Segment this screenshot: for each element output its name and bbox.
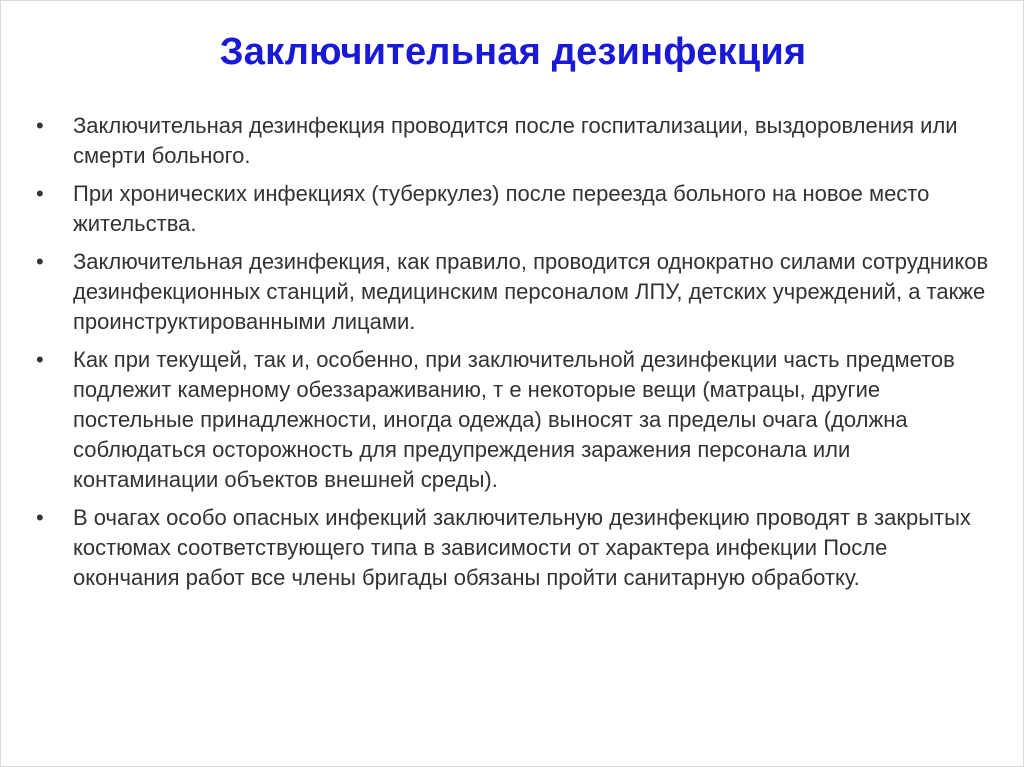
bullet-list <box>36 111 996 601</box>
bullet-text: При хронических инфекциях (туберкулез) после переезда больного на новое место жительства. <box>73 181 930 236</box>
bullet-marker: • <box>36 249 44 274</box>
bullet-item <box>36 247 996 337</box>
slide-title: Заключительная дезинфекция <box>219 31 807 73</box>
bullet-marker: • <box>36 113 44 138</box>
bullet-text: Заключительная дезинфекция проводится после госпитализации, выздоровления или смерти больного. <box>73 113 958 168</box>
bullet-item <box>36 503 996 593</box>
bullet-item <box>36 111 996 171</box>
bullet-text: В очагах особо опасных инфекций заключительную дезинфекцию проводят в закрытых костюмах соответствующего типа в зависимости от характера инфекции После окончания работ все члены бригады обязаны пройти санитарную обработку. <box>73 505 971 590</box>
bullet-text: Как при текущей, так и, особенно, при заключительной дезинфекции часть предметов подлежит камерному обеззараживанию, т е некоторые вещи (матрацы, другие постельные принадлежности, иногда одежда) выносят за пределы очага (должна соблюдаться осторожность для предупреждения заражения персонала или контаминации объектов внешней среды). <box>73 347 955 492</box>
bullet-marker: • <box>36 347 44 372</box>
bullet-text: Заключительная дезинфекция, как правило, проводится однократно силами сотрудников дезинфекционных станций, медицинским персоналом ЛПУ, детских учреждений, а также проинструктированными лицами. <box>73 249 989 334</box>
bullet-marker: • <box>36 181 44 206</box>
bullet-item <box>36 179 996 239</box>
bullet-marker: • <box>36 505 44 530</box>
bullet-item <box>36 345 996 495</box>
